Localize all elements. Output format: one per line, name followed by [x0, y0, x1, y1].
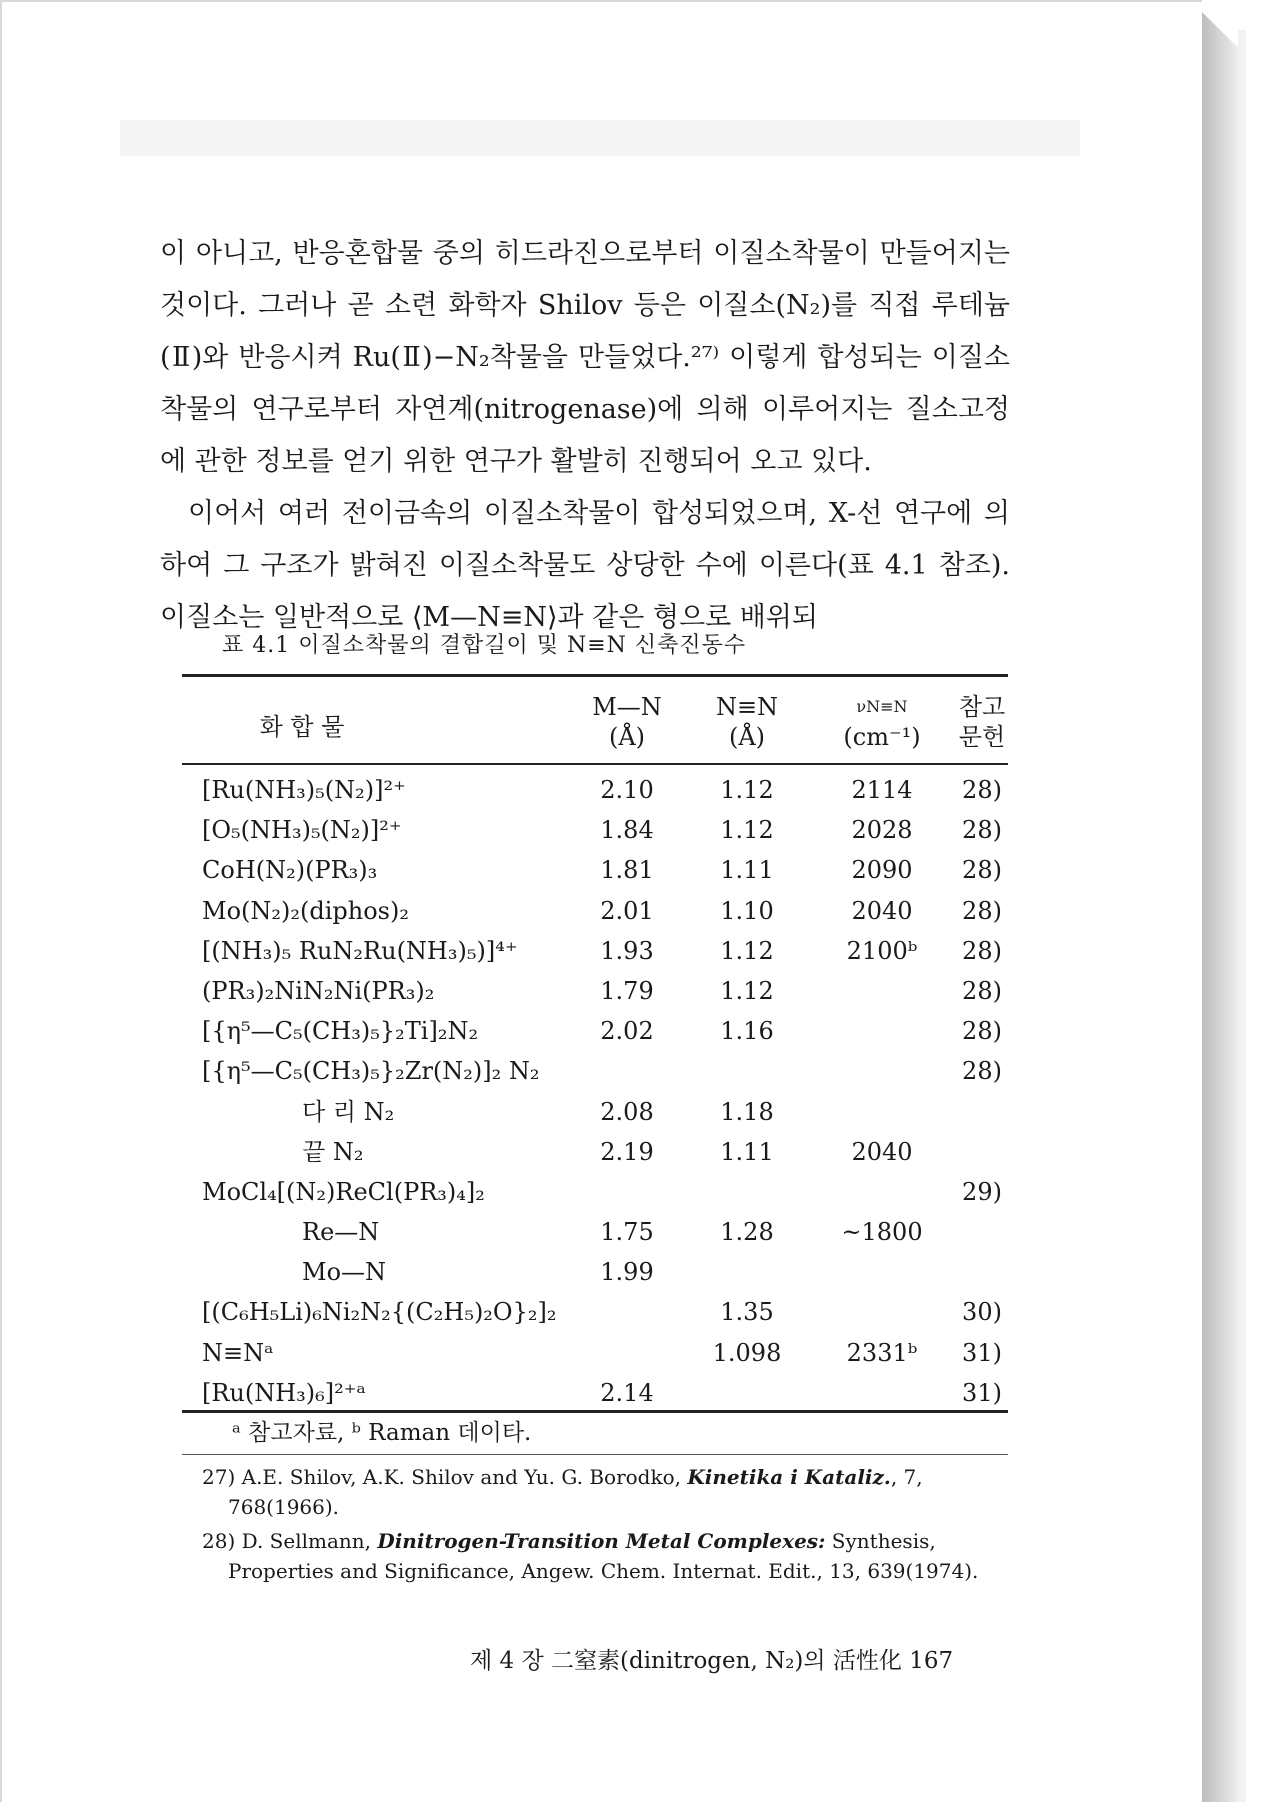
cell-mn-length: 1.79	[600, 976, 654, 1005]
cell-nn-length: 1.12	[720, 816, 774, 845]
header-nu-unit: (cm⁻¹)	[843, 723, 921, 751]
paragraph-1: 이 아니고, 반응혼합물 중의 히드라진으로부터 이질소착물이 만들어지는 것이다. 그러나 곧 소련 화학자 Shilov 등은 이질소(N₂)를 직접 루테늄(Ⅱ)와 반응시켜 Ru(Ⅱ)−N₂착물을 만들었다.²⁷⁾ 이렇게 합성되는 이질소착물의 연구로부터 자연계(nitrogenase)에 의해 이루어지는 질소고정에 관한 정보를 얻기 위한 연구가 활발히 진행되어 오고 있다.	[160, 238, 1010, 477]
cell-reference: 28)	[962, 776, 1002, 804]
table-bottom-rule	[182, 1410, 1008, 1413]
reference-authors: A.E. Shilov, A.K. Shilov and Yu. G. Borodko,	[241, 1465, 688, 1489]
header-nu	[822, 692, 942, 752]
cell-nn-length: 1.16	[720, 1017, 774, 1046]
cell-mn-length: 2.10	[600, 776, 654, 804]
table-row	[182, 1212, 1008, 1252]
header-nu-label: νN≡N	[856, 697, 908, 716]
paragraph-2: 이어서 여러 전이금속의 이질소착물이 합성되었으며, X-선 연구에 의하여 그 구조가 밝혀진 이질소착물도 상당한 수에 이른다(표 4.1 참조). 이질소는 일반적으로 ⟨M—N≡N⟩과 같은 형으로 배위되	[160, 498, 1010, 633]
reference-details: Synthesis, Properties and Significance, Angew. Chem. Internat. Edit., 13, 639(1974).	[228, 1529, 979, 1583]
cell-reference: 31)	[962, 1338, 1002, 1367]
table-note: ᵃ 참고자료, ᵇ Raman 데이타.	[232, 1420, 532, 1446]
cell-reference: 29)	[962, 1177, 1002, 1206]
cell-mn-length: 1.75	[600, 1218, 654, 1247]
cell-reference: 28)	[962, 856, 1002, 885]
cell-reference: 28)	[962, 976, 1002, 1005]
cell-reference: 28)	[962, 1017, 1002, 1046]
cell-mn-length: 1.99	[600, 1258, 654, 1287]
cell-compound: N≡Nᵃ	[202, 1338, 274, 1367]
cell-compound: Mo—N	[302, 1258, 387, 1287]
reference-item	[202, 1462, 1018, 1522]
header-nn	[702, 692, 792, 752]
cell-stretch-frequency: 2040	[851, 1137, 913, 1166]
table-row	[182, 1333, 1008, 1373]
body-text	[160, 228, 1010, 644]
cell-compound: CoH(N₂)(PR₃)₃	[202, 856, 378, 885]
table-row	[182, 850, 1008, 890]
header-ref	[942, 692, 1022, 752]
footnote-rule	[182, 1454, 1008, 1455]
cell-reference: 28)	[962, 936, 1002, 965]
page-shadow	[1238, 30, 1246, 1802]
cell-compound: [(C₆H₅Li)₆Ni₂N₂{(C₂H₅)₂O}₂]₂	[202, 1298, 557, 1327]
header-mn-unit: (Å)	[608, 723, 646, 751]
cell-nn-length: 1.11	[720, 856, 774, 885]
cell-compound: [{η⁵—C₅(CH₃)₅}₂Zr(N₂)]₂ N₂	[202, 1057, 540, 1086]
cell-nn-length: 1.12	[720, 936, 774, 965]
reference-journal: Dinitrogen-Transition Metal Complexes:	[377, 1529, 826, 1553]
cell-stretch-frequency: ~1800	[841, 1218, 923, 1247]
cell-nn-length: 1.12	[720, 976, 774, 1005]
page-edge	[1202, 12, 1238, 1802]
table-header	[182, 688, 1008, 760]
table-row	[182, 1011, 1008, 1051]
header-ref-label-2: 문헌	[958, 723, 1006, 751]
reference-number: 27)	[202, 1465, 236, 1489]
header-ref-label: 참고	[958, 693, 1006, 721]
table-caption: 표 4.1 이질소착물의 결합길이 및 N≡N 신축진동수	[222, 633, 747, 658]
header-band	[120, 120, 1080, 156]
table-row	[182, 1092, 1008, 1132]
cell-nn-length: 1.35	[720, 1298, 774, 1327]
references	[202, 1462, 1018, 1590]
header-nn-unit: (Å)	[728, 723, 766, 751]
cell-stretch-frequency: 2090	[851, 856, 913, 885]
table-row	[182, 971, 1008, 1011]
cell-stretch-frequency: 2028	[851, 816, 913, 845]
reference-item	[202, 1526, 1018, 1586]
reference-journal: Kinetika i Kataliz.	[687, 1465, 891, 1489]
table-row	[182, 1132, 1008, 1172]
cell-stretch-frequency: 2331ᵇ	[846, 1338, 918, 1367]
cell-stretch-frequency: 2040	[851, 896, 913, 925]
cell-compound: Re—N	[302, 1218, 380, 1247]
table-row	[182, 1292, 1008, 1332]
running-footer: 제 4 장 二窒素(dinitrogen, N₂)의 活性化 167	[470, 1648, 954, 1674]
cell-compound: [Ru(NH₃)₆]²⁺ᵃ	[202, 1378, 366, 1407]
cell-compound: [O₅(NH₃)₅(N₂)]²⁺	[202, 816, 402, 845]
header-nn-label: N≡N	[715, 693, 779, 721]
table-body	[182, 770, 1008, 1413]
cell-stretch-frequency: 2100ᵇ	[846, 936, 918, 965]
table-row	[182, 1051, 1008, 1091]
cell-mn-length: 2.01	[600, 896, 654, 925]
header-compound: 화 합 물	[259, 713, 345, 741]
cell-mn-length: 2.02	[600, 1017, 654, 1046]
cell-mn-length: 1.84	[600, 816, 654, 845]
cell-stretch-frequency: 2114	[851, 776, 913, 804]
header-mn-label: M—N	[592, 693, 662, 721]
table-row	[182, 1252, 1008, 1292]
table-header-rule	[182, 763, 1008, 765]
cell-reference: 28)	[962, 1057, 1002, 1086]
cell-compound: [Ru(NH₃)₅(N₂)]²⁺	[202, 776, 406, 804]
cell-compound: [{η⁵—C₅(CH₃)₅}₂Ti]₂N₂	[202, 1017, 479, 1046]
table-row	[182, 931, 1008, 971]
cell-reference: 28)	[962, 896, 1002, 925]
cell-mn-length: 2.08	[600, 1097, 654, 1126]
header-mn	[582, 692, 672, 752]
reference-details: , 7, 768(1966).	[228, 1465, 923, 1519]
cell-compound: MoCl₄[(N₂)ReCl(PR₃)₄]₂	[202, 1177, 485, 1206]
cell-nn-length: 1.098	[712, 1338, 782, 1367]
cell-compound: Mo(N₂)₂(diphos)₂	[202, 896, 409, 925]
table-row	[182, 1373, 1008, 1413]
cell-compound: [(NH₃)₅ RuN₂Ru(NH₃)₅)]⁴⁺	[202, 936, 518, 965]
cell-reference: 28)	[962, 816, 1002, 845]
cell-nn-length: 1.10	[720, 896, 774, 925]
cell-nn-length: 1.28	[720, 1218, 774, 1247]
table-row	[182, 770, 1008, 810]
cell-nn-length: 1.18	[720, 1097, 774, 1126]
table-row	[182, 891, 1008, 931]
reference-authors: D. Sellmann,	[241, 1529, 378, 1553]
cell-reference: 30)	[962, 1298, 1002, 1327]
cell-mn-length: 2.14	[600, 1378, 654, 1407]
table-top-rule	[182, 674, 1008, 677]
cell-reference: 31)	[962, 1378, 1002, 1407]
cell-mn-length: 1.81	[600, 856, 654, 885]
cell-compound: (PR₃)₂NiN₂Ni(PR₃)₂	[202, 976, 435, 1005]
cell-nn-length: 1.11	[720, 1137, 774, 1166]
cell-mn-length: 2.19	[600, 1137, 654, 1166]
cell-compound: 끝 N₂	[302, 1137, 364, 1166]
cell-compound: 다 리 N₂	[302, 1097, 395, 1126]
table-row	[182, 810, 1008, 850]
cell-mn-length: 1.93	[600, 936, 654, 965]
table-row	[182, 1172, 1008, 1212]
reference-number: 28)	[202, 1529, 236, 1553]
cell-nn-length: 1.12	[720, 776, 774, 804]
